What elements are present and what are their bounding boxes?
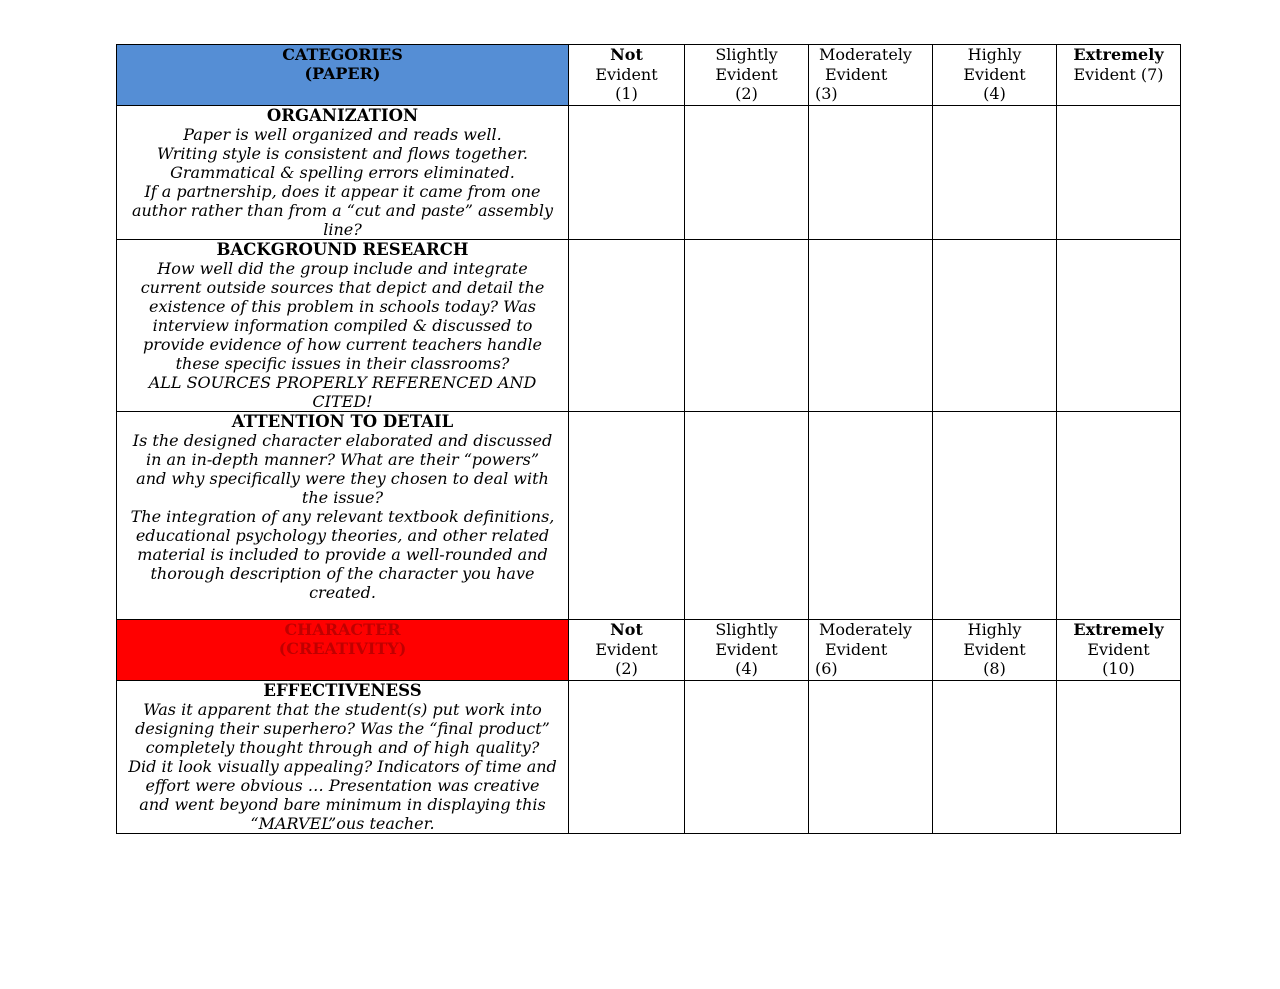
character-header-row — [117, 620, 1181, 681]
scale-label: Evident — [1087, 639, 1150, 659]
scale-label: Highly — [967, 45, 1022, 64]
paper-scale-slightly-evident — [685, 45, 809, 106]
description-line: Was it apparent that the student(s) put work into — [143, 700, 542, 719]
scale-points: (8) — [983, 659, 1006, 678]
score-cell[interactable] — [685, 106, 809, 240]
paper-header-row — [117, 45, 1181, 106]
description-line: Writing style is consistent and flows together. — [156, 144, 528, 163]
scale-label-points: Evident (7) — [1073, 64, 1164, 84]
paper-scale-not-evident — [569, 45, 685, 106]
scale-label: Moderately — [819, 620, 912, 639]
scale-label: Extremely — [1073, 45, 1164, 64]
description-line: material is included to provide a well-rounded and — [137, 545, 548, 564]
scale-points: (3) — [815, 84, 838, 103]
description-line: created. — [309, 583, 376, 602]
character-scale-slightly-evident — [685, 620, 809, 681]
score-cell[interactable] — [569, 106, 685, 240]
description-line: provide evidence of how current teachers handle — [143, 335, 542, 354]
criterion-effectiveness — [117, 681, 569, 834]
scale-points: (2) — [735, 84, 758, 103]
scale-label: Moderately — [819, 45, 912, 64]
criterion-title: ORGANIZATION — [266, 106, 419, 125]
scale-points: (6) — [815, 659, 838, 678]
description-line: Is the designed character elaborated and discussed — [132, 431, 553, 450]
criterion-row-organization — [117, 106, 1181, 240]
criterion-description — [117, 700, 568, 833]
paper-category-header — [117, 45, 569, 106]
criterion-title: ATTENTION TO DETAIL — [231, 412, 454, 431]
rubric-table — [116, 44, 1181, 834]
scale-points: (2) — [615, 659, 638, 678]
criterion-row-effectiveness — [117, 681, 1181, 834]
description-line: How well did the group include and integrate — [157, 259, 528, 278]
description-line: line? — [323, 220, 362, 239]
character-category-header — [117, 620, 569, 681]
description-line: completely thought through and of high quality? — [145, 738, 540, 757]
score-cell[interactable] — [1057, 106, 1181, 240]
description-line: the issue? — [301, 488, 384, 507]
score-cell[interactable] — [933, 240, 1057, 412]
criterion-title: BACKGROUND RESEARCH — [216, 240, 469, 259]
score-cell[interactable] — [1057, 240, 1181, 412]
scale-points: (4) — [735, 659, 758, 678]
score-cell[interactable] — [1057, 412, 1181, 620]
criterion-row-attention-to-detail — [117, 412, 1181, 620]
score-cell[interactable] — [569, 240, 685, 412]
scale-label: Evident — [825, 639, 888, 659]
character-scale-extremely-evident — [1057, 620, 1181, 681]
scale-label: Evident — [715, 64, 778, 84]
scale-points: (1) — [615, 84, 638, 103]
scale-label: Evident — [595, 639, 658, 659]
description-line: designing their superhero? Was the “final product” — [135, 719, 550, 738]
description-line: educational psychology theories, and other related — [135, 526, 550, 545]
scale-label: Evident — [963, 64, 1026, 84]
score-cell[interactable] — [1057, 681, 1181, 834]
criterion-row-background-research — [117, 240, 1181, 412]
character-category-line2: (CREATIVITY) — [278, 639, 407, 658]
criterion-attention-to-detail — [117, 412, 569, 620]
description-line: thorough description of the character you have — [150, 564, 535, 583]
scale-label: Slightly — [715, 45, 778, 64]
description-line: interview information compiled & discussed to — [152, 316, 533, 335]
character-scale-moderately-evident — [809, 620, 933, 681]
scale-label: Extremely — [1073, 620, 1164, 639]
character-category-line1: CHARACTER — [284, 620, 401, 639]
description-line: CITED! — [312, 392, 373, 411]
criterion-title: EFFECTIVENESS — [263, 681, 422, 700]
description-line: Grammatical & spelling errors eliminated. — [170, 163, 515, 182]
score-cell[interactable] — [933, 681, 1057, 834]
paper-scale-extremely-evident — [1057, 45, 1181, 106]
description-line: author rather than from a “cut and paste” assembly — [131, 201, 554, 220]
scale-label: Evident — [963, 639, 1026, 659]
paper-category-line2: (PAPER) — [304, 64, 381, 83]
score-cell[interactable] — [933, 412, 1057, 620]
description-line: in an in-depth manner? What are their “powers” — [146, 450, 539, 469]
scale-points: (4) — [983, 84, 1006, 103]
scale-points: (10) — [1102, 659, 1135, 678]
description-line: “MARVEL”ous teacher. — [250, 814, 435, 833]
character-scale-highly-evident — [933, 620, 1057, 681]
scale-label: Not — [610, 45, 643, 64]
description-line: existence of this problem in schools today? Was — [149, 297, 536, 316]
criterion-organization — [117, 106, 569, 240]
character-scale-not-evident — [569, 620, 685, 681]
description-line: effort were obvious … Presentation was creative — [145, 776, 540, 795]
scale-label: Evident — [595, 64, 658, 84]
description-line: these specific issues in their classrooms? — [175, 354, 510, 373]
paper-scale-moderately-evident — [809, 45, 933, 106]
score-cell[interactable] — [569, 412, 685, 620]
score-cell[interactable] — [933, 106, 1057, 240]
criterion-description — [117, 259, 568, 411]
scale-label: Evident — [825, 64, 888, 84]
description-line: The integration of any relevant textbook definitions, — [130, 507, 555, 526]
score-cell[interactable] — [685, 681, 809, 834]
criterion-description — [117, 125, 568, 239]
scale-label: Slightly — [715, 620, 778, 639]
criterion-background-research — [117, 240, 569, 412]
criterion-description — [117, 431, 568, 602]
scale-label: Highly — [967, 620, 1022, 639]
score-cell[interactable] — [569, 681, 685, 834]
paper-scale-highly-evident — [933, 45, 1057, 106]
description-line: current outside sources that depict and detail the — [140, 278, 545, 297]
score-cell[interactable] — [809, 106, 933, 240]
description-line: If a partnership, does it appear it came from one — [144, 182, 541, 201]
description-line: Did it look visually appealing? Indicators of time and — [128, 757, 557, 776]
paper-category-line1: CATEGORIES — [282, 45, 403, 64]
description-line: and why specifically were they chosen to deal with — [136, 469, 549, 488]
description-line: Paper is well organized and reads well. — [183, 125, 502, 144]
score-cell[interactable] — [685, 240, 809, 412]
score-cell[interactable] — [809, 681, 933, 834]
score-cell[interactable] — [809, 240, 933, 412]
score-cell[interactable] — [809, 412, 933, 620]
description-line: ALL SOURCES PROPERLY REFERENCED AND — [148, 373, 537, 392]
scale-label: Evident — [715, 639, 778, 659]
scale-label: Not — [610, 620, 643, 639]
description-line: and went beyond bare minimum in displaying this — [139, 795, 546, 814]
score-cell[interactable] — [685, 412, 809, 620]
